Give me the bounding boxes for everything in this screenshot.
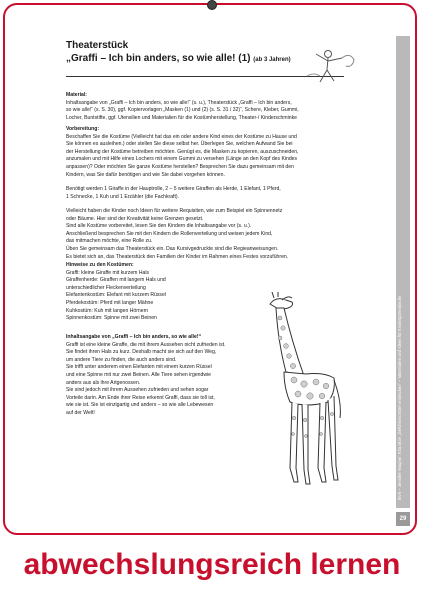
summary-heading: Inhaltsangabe von „Graffi – Ich bin anders, so wie alle!“ — [66, 334, 202, 340]
props-line: Es bietet sich an, das Theaterstück den Familien der Kinder im Rahmen eines Festes vorzuführen. — [66, 253, 289, 260]
summary-line: Sie trifft unter anderem einen Elefanten mit einem kurzen Rüssel — [66, 364, 212, 371]
preparation-line: der Herstellung der Kostüme betreiben möchten. Genügt es, die Masken zu kopieren, auszuschneiden, — [66, 148, 299, 155]
material-line: so wie alle!“ (s. S. 30), ggf. Kopiervorlagen „Masken (1) und (2) (s. S. 31 / 32)“, Schere, Kleber, Gummi, — [66, 107, 299, 114]
summary-line: anders aus als ihre Artgenossen. — [66, 379, 141, 386]
props-line: Vielleicht haben die Kinder noch Ideen für weitere Requisiten, wie zum Beispiel ein Spinnennetz — [66, 208, 283, 214]
preparation-line: anpassen)? Oder möchten Sie ganze Kostüme herstellen? Besprechen Sie dazu gemeinsam mit den — [66, 163, 294, 170]
cast-section — [66, 186, 366, 201]
costume-line: Elefantenkostüm: Elefant mit kurzem Rüssel — [66, 292, 166, 299]
title-age-suffix: (ab 3 Jahren) — [253, 57, 291, 63]
costumes-heading: Hinweise zu den Kostümen: — [66, 262, 134, 268]
material-line: Locher, Buntstifte, ggf. Utensilien und Materialien für die Kostümherstellung, Theater-/ Kinderschminke — [66, 114, 297, 121]
material-line: Inhaltsangabe von „Graffi – Ich bin anders, so wie alle!“ (s. u.), Theaterstück „Graffi – Ich bin anders, — [66, 99, 292, 106]
costume-line: Giraffenherde: Giraffen mit langem Hals und — [66, 277, 166, 284]
preparation-line: Sie können es ausleihen.) oder stellen Sie diese selbst her. Überlegen Sie, welchen Aufwand Sie bei — [66, 141, 293, 148]
costume-line: Kuhkostüm: Kuh mit langen Hörnern — [66, 307, 149, 314]
summary-section — [66, 334, 246, 418]
props-line: Üben Sie gemeinsam das Theaterstück ein. Das Kursivgedruckte sind die Regieanweisungen. — [66, 245, 279, 252]
summary-line: auf der Welt! — [66, 409, 95, 416]
props-line: oder Bäume. Hier sind der Kreativität keine Grenzen gesetzt. — [66, 215, 204, 222]
summary-line: um andere Tiere zu finden, die auch anders sind. — [66, 356, 177, 363]
material-section — [66, 92, 366, 122]
summary-line: Sie findet ihren Hals zu kurz. Deshalb macht sie sich auf den Weg, — [66, 349, 217, 356]
title-main: „Graffi – Ich bin anders, so wie alle! (1) — [66, 53, 251, 64]
props-line: das mitmachen möchte, eine Rolle zu. — [66, 238, 153, 245]
brand-wordmark: abwechslungsreich lernen — [23, 548, 401, 581]
costume-line: Spinnenkostüm: Spinne mit zwei Beinen — [66, 315, 157, 322]
binder-pin-icon — [207, 0, 217, 10]
preparation-heading: Vorbereitung: — [66, 126, 100, 132]
costume-line: Graffi: kleine Giraffe mit kurzem Hals — [66, 269, 150, 276]
cast-line: Benötigt werden 1 Giraffe in der Hauptrolle, 2 – 5 weitere Giraffen als Herde, 1 Elefant, 1 Pferd, — [66, 186, 281, 192]
material-heading: Material: — [66, 92, 87, 98]
summary-line: und eine Spinne mit nur zwei Beinen. Alle Tiere sehen irgendwie — [66, 371, 211, 378]
costume-line: Pferdekostüm: Pferd mit langer Mähne — [66, 299, 154, 306]
summary-line: Vorteile darin. Am Ende ihrer Reise erkennt Graffi, dass sie toll ist, — [66, 394, 215, 401]
props-line: Sind alle Kostüme vorbereitet, lesen Sie den Kindern die Inhaltsangabe vor (s. u.). — [66, 223, 252, 230]
cast-line: 1 Schnecke, 1 Kuh und 1 Erzähler (die Fachkraft). — [66, 193, 179, 200]
costume-line: unterschiedlicher Fleckenverteilung — [66, 284, 146, 291]
costumes-section — [66, 262, 236, 323]
summary-line: Sie sind jedoch mit ihrem Aussehen zufrieden und sehen sogar — [66, 387, 209, 394]
title-line-1: Theaterstück — [66, 40, 129, 51]
preparation-section — [66, 126, 366, 179]
preparation-line: anzumalen und mit Hilfe eines Lochers mit einem Gummi zu versehen (Länge an den Kopf des Kindes — [66, 156, 298, 163]
preparation-line: Beschaffen Sie die Kostüme (Vielleicht hat das ein oder andere Kind eines der Kostüme zu Hause und — [66, 133, 297, 140]
page-number: 29 — [396, 512, 410, 526]
props-line: Anschließend besprechen Sie mit den Kindern die Rollenverteilung und weisen jedem Kind, — [66, 230, 273, 237]
preparation-line: Kindern, was Sie dafür benötigen und wie Sie dabei vorgehen können. — [66, 171, 225, 178]
dancer-illustration-icon — [302, 46, 364, 86]
summary-line: Graffi ist eine kleine Giraffe, die mit ihrem Aussehen nicht zufrieden ist. — [66, 341, 226, 348]
summary-line: wie sie ist. Sie ist einzigartig und anders – so wie alle Lebewesen — [66, 402, 214, 409]
side-note: BVK – Jennifer Wagner: Kita aktiv „Gefühlsmonster entdecken“ – Materialien und Ideen für Kindergartenkinder — [397, 295, 402, 500]
props-section — [66, 208, 366, 261]
giraffe-illustration-icon — [236, 292, 356, 492]
